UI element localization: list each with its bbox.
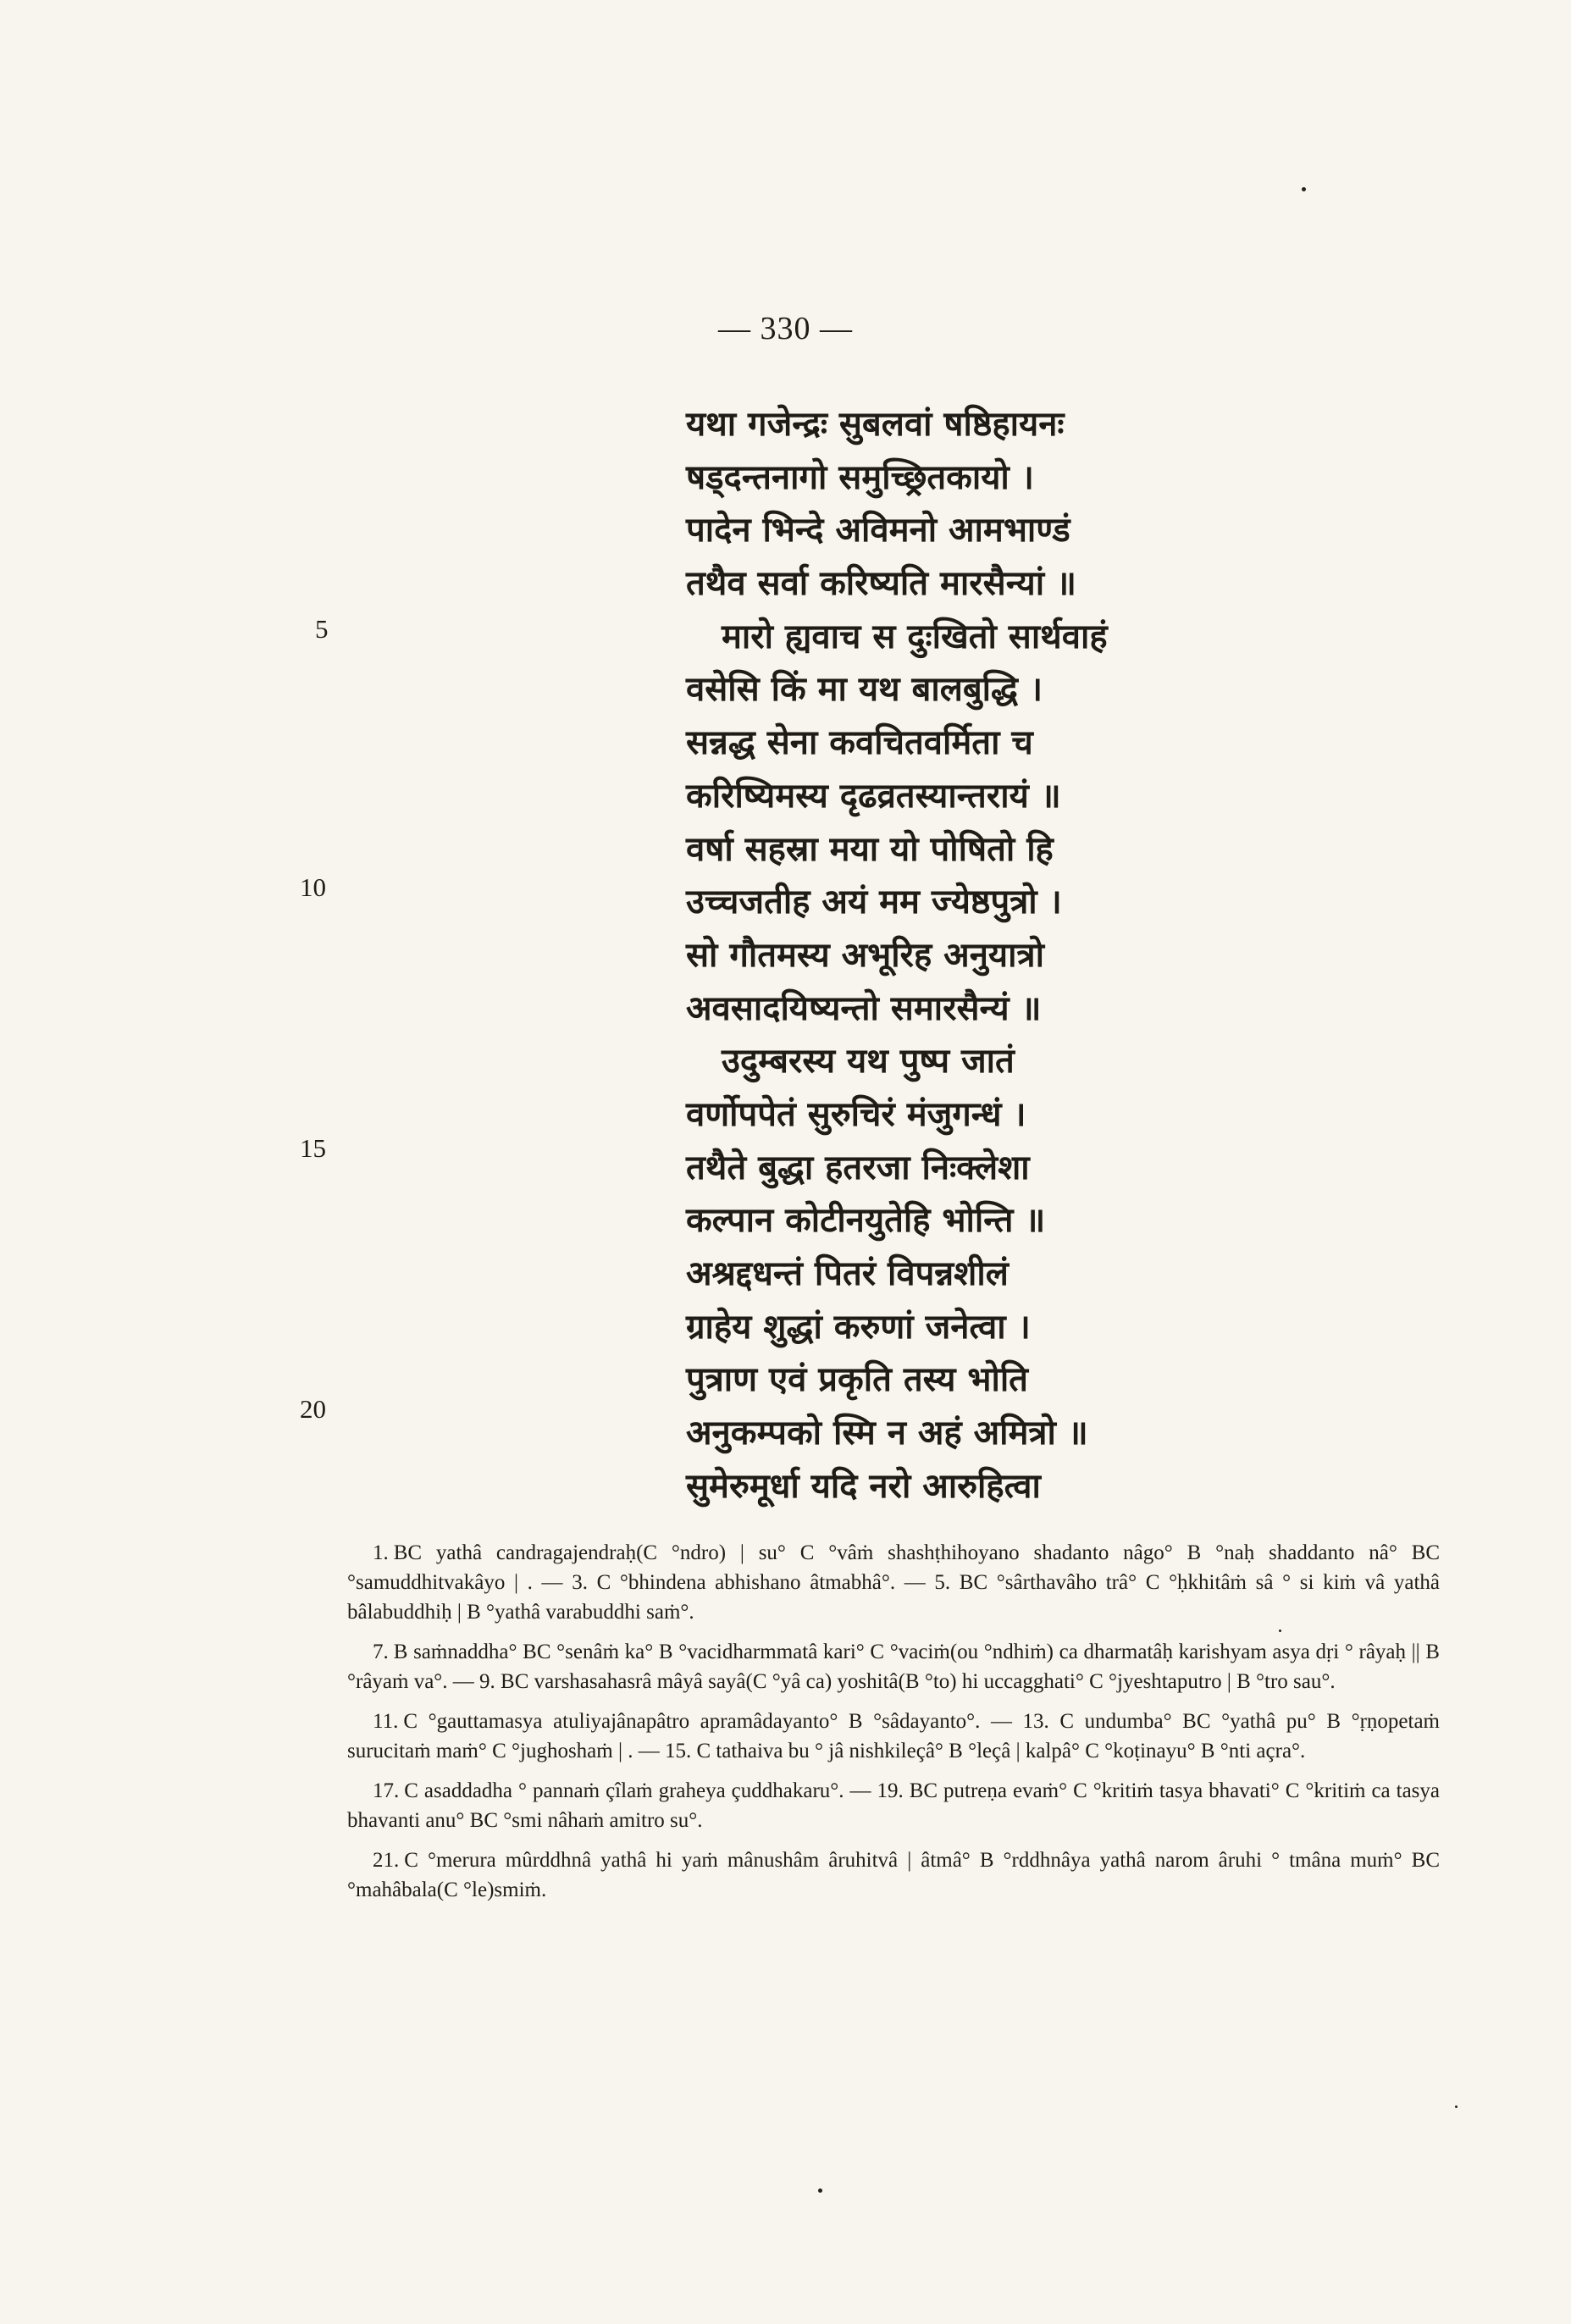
verse-line: वर्षा सहस्रा मया यो पोषितो हि <box>686 829 1054 869</box>
sanskrit-verse-block <box>686 398 1347 1513</box>
verse-line: वर्णोपपेतं सुरुचिरं मंजुगन्धं । <box>686 1094 1026 1134</box>
line-number-20: 20 <box>300 1394 326 1424</box>
print-speck <box>1455 2105 1458 2108</box>
note-entry <box>347 1637 1440 1696</box>
verse-line: वसेसि किं मा यथ बालबुद्धि । <box>686 670 1043 710</box>
verse-line: पुत्राण एवं प्रकृति तस्य भोति <box>686 1360 1028 1400</box>
note-number: 11. <box>373 1710 399 1733</box>
verse-line: पादेन भिन्दे अविमनो आमभाण्डं <box>686 511 1070 551</box>
verse-line: उच्चजतीह अयं मम ज्येष्ठपुत्रो । <box>686 883 1062 922</box>
verse-line: तथैव सर्वा करिष्यति मारसैन्यां ॥ <box>686 564 1076 604</box>
verse-line: अनुकम्पको स्मि न अहं अमित्रो ॥ <box>686 1414 1088 1453</box>
note-entry <box>347 1707 1440 1766</box>
line-number-10: 10 <box>300 872 326 902</box>
line-number-15: 15 <box>300 1133 326 1163</box>
verse-line: तथैते बुद्धा हतरजा निःक्लेशा <box>686 1148 1030 1187</box>
verse-line: अवसादयिष्यन्तो समारसैन्यं ॥ <box>686 988 1042 1028</box>
note-number: 17. <box>373 1779 400 1802</box>
print-speck <box>1302 187 1306 191</box>
note-number: 1. <box>373 1541 389 1564</box>
note-number: 21. <box>373 1849 400 1872</box>
note-text: C °merura mûrddhnâ yathâ hi yaṁ mânushâm âruhitvâ | âtmâ° B °rddhnâya yathâ narom âruhi ° tmâna muṁ° BC °mahâbala(C °le)smiṁ. <box>347 1849 1440 1901</box>
note-text: B saṁnaddha° BC °senâṁ ka° B °vacidharmmatâ kari° C °vaciṁ(ou °ndhiṁ) ca dharmatâḥ karishyam asya dṛi ° râyaḥ || B °râyaṁ va°. — 9. BC varshasahasrâ mâyâ sayâ(C °yâ ca) yoshitâ(B °to) hi uccagghati° C °jyeshtaputro | B °tro sau°. <box>347 1641 1440 1693</box>
verse-line: यथा गजेन्द्रः सुबलवां षष्ठिहायनः <box>686 405 1065 444</box>
verse-line: उदुम्बरस्य यथ पुष्प जातं <box>722 1042 1015 1082</box>
verse-line: कल्पान कोटीनयुतेहि भोन्ति ॥ <box>686 1201 1046 1241</box>
verse-line: सन्नद्ध सेना कवचितवर्मिता च <box>686 723 1033 763</box>
verse-line: ग्राहेय शुद्धां करुणां जनेत्वा । <box>686 1307 1031 1347</box>
note-text: BC yathâ candragajendraḥ(C °ndro) | su° C °vâṁ shashṭhihoyano shadanto nâgo° B °naḥ shaddanto nâ° BC °samuddhitvakâyo | . — 3. C °bhindena abhishano âtmabhâ°. — 5. BC °sârthavâho trâ° C °ḥkhitâṁ sâ ° si kiṁ vâ yathâ bâlabuddhiḥ | B °yathâ varabuddhi saṁ°. <box>347 1541 1440 1624</box>
verse-line: करिष्यिमस्य दृढव्रतस्यान्तरायं ॥ <box>686 776 1061 816</box>
note-entry <box>347 1845 1440 1905</box>
note-text: C asaddadha ° pannaṁ çîlaṁ graheya çuddhakaru°. — 19. BC putreṇa evaṁ° C °kritiṁ tasya bhavati° C °kritiṁ ca tasya bhavanti anu° BC °smi nâhaṁ amitro su°. <box>347 1779 1440 1832</box>
verse-line: षड्दन्तनागो समुच्छ्रितकायो । <box>686 457 1034 497</box>
verse-line: अश्रद्दधन्तं पितरं विपन्नशीलं <box>686 1254 1009 1293</box>
line-number-5: 5 <box>315 614 329 644</box>
verse-line: सुमेरुमूर्धा यदि नरो आरुहित्वा <box>686 1466 1041 1506</box>
note-text: C °gauttamasya atuliyajânapâtro apramâdayanto° B °sâdayanto°. — 13. C undumba° BC °yathâ pu° B °ṛṇopetaṁ surucitaṁ maṁ° C °jughoshaṁ | . — 15. C tathaiva bu ° jâ nishkileçâ° B °leçâ | kalpâ° C °koṭinayu° B °nti açra°. <box>347 1710 1440 1762</box>
print-speck <box>818 2188 822 2193</box>
verse-line: सो गौतमस्य अभूरिह अनुयात्रो <box>686 935 1044 975</box>
note-number: 7. <box>373 1641 389 1663</box>
verse-line: मारो ह्यवाच स दुःखितो सार्थवाहं <box>722 617 1108 656</box>
note-entry <box>347 1776 1440 1835</box>
critical-apparatus-notes <box>347 1538 1440 1915</box>
note-entry <box>347 1538 1440 1627</box>
print-speck <box>1279 1630 1281 1632</box>
page-number: — 330 — <box>718 311 853 346</box>
